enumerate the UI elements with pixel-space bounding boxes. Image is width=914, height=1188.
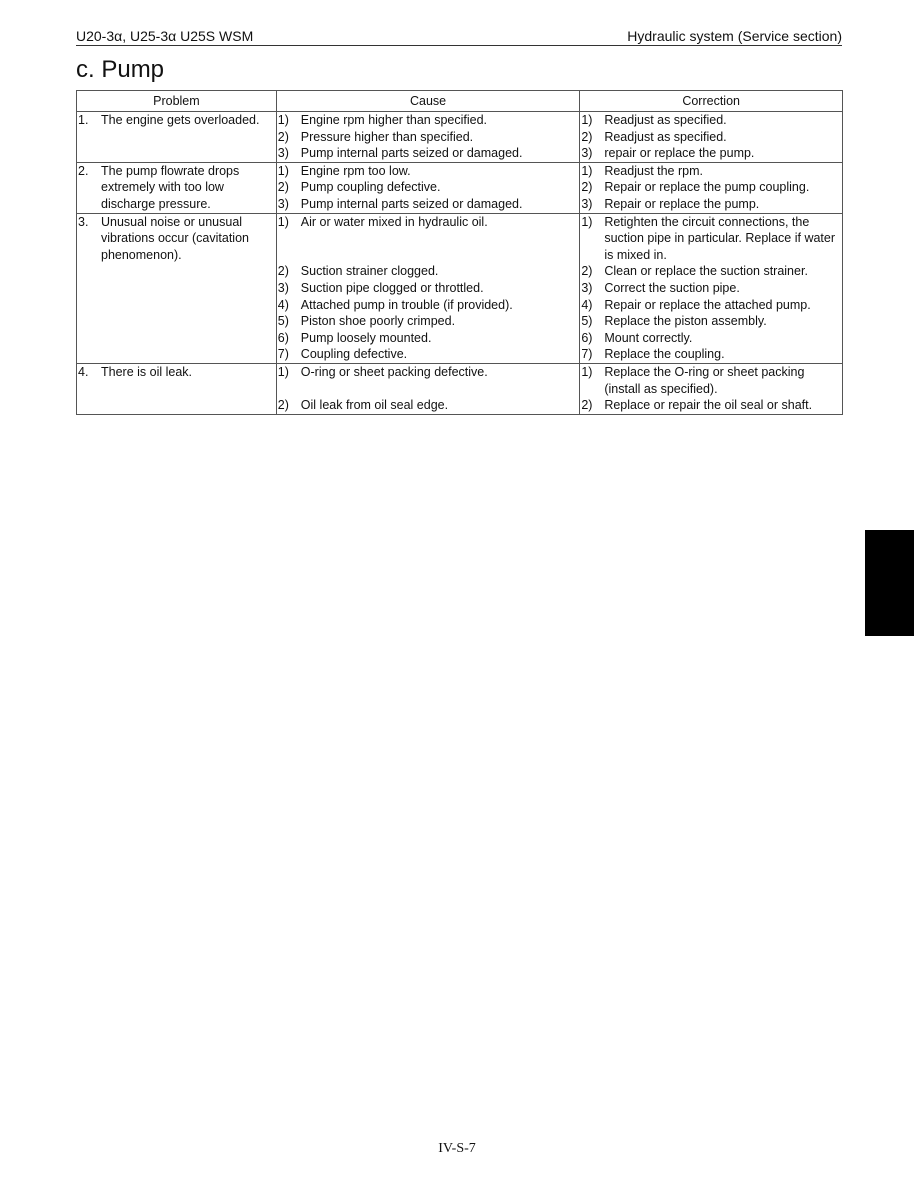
correction-item: 4) Repair or replace the attached pump. [581,297,811,312]
section-thumb-tab [865,530,914,636]
correction-item: 6) Mount correctly. [581,330,693,345]
correction-item: 2) Clean or replace the suction strainer. [581,264,808,279]
cause-item: 3) Pump internal parts seized or damaged. [277,146,523,161]
problem-cell [77,213,277,363]
cause-item: 1) Air or water mixed in hydraulic oil. [277,214,488,229]
correction-item: 1) Readjust as specified. [581,113,727,127]
correction-cell [580,112,843,163]
cause-cell [276,162,580,213]
column-header-correction: Correction [580,91,843,112]
correction-item: 1) Replace the O-ring or sheet packing (install as specified). [581,364,805,396]
cause-item: 7) Coupling defective. [277,347,408,362]
cause-item: 2) Pump coupling defective. [277,180,441,195]
cause-item: 6) Pump loosely mounted. [277,330,432,345]
correction-item: 3) Repair or replace the pump. [581,196,760,211]
correction-cell [580,162,843,213]
cause-cell [276,112,580,163]
cause-item: 4) Attached pump in trouble (if provided). [277,297,513,312]
cause-item: 1) Engine rpm higher than specified. [277,113,488,127]
column-header-cause: Cause [276,91,580,112]
cause-item: 2) Oil leak from oil seal edge. [277,398,449,413]
column-header-problem: Problem [77,91,277,112]
problem-cell [77,162,277,213]
cause-item: 3) Suction pipe clogged or throttled. [277,280,484,295]
correction-item: 2) Replace or repair the oil seal or shaft. [581,398,813,413]
correction-cell [580,363,843,414]
spacer [277,381,580,398]
table-row [77,112,843,163]
table-row [77,213,843,363]
table-header-row [77,91,843,112]
cause-cell [276,363,580,414]
problem-text: The engine gets overloaded. [101,113,260,127]
problem-number: 1. [78,113,89,127]
cause-item: 2) Pressure higher than specified. [277,129,474,144]
problem-number: 4. [78,364,89,379]
correction-cell [580,213,843,363]
correction-item: 2) Readjust as specified. [581,129,727,144]
manual-title: U20-3α, U25-3α U25S WSM [76,28,254,44]
problem-text: There is oil leak. [101,364,193,379]
spacer [277,230,580,263]
cause-item: 3) Pump internal parts seized or damaged. [277,196,523,211]
correction-item: 1) Retighten the circuit connections, the suction pipe in particular. Replace if water is mixed in. [581,214,836,262]
cause-item: 1) O-ring or sheet packing defective. [277,364,488,379]
correction-item: 3) repair or replace the pump. [581,146,755,161]
correction-item: 3) Correct the suction pipe. [581,280,740,295]
problem-number: 2. [78,163,89,178]
problem-cell [77,363,277,414]
page-header [76,27,842,46]
problem-number: 3. [78,214,89,229]
problem-cell [77,112,277,163]
table-row [77,162,843,213]
cause-item: 5) Piston shoe poorly crimped. [277,314,456,329]
page-number: IV-S-7 [438,1141,476,1156]
correction-item: 2) Repair or replace the pump coupling. [581,180,810,195]
troubleshooting-table [76,90,843,415]
cause-item: 1) Engine rpm too low. [277,163,411,178]
correction-item: 1) Readjust the rpm. [581,163,703,178]
problem-text: The pump flowrate drops extremely with too low discharge pressure. [101,163,240,211]
chapter-title: Hydraulic system (Service section) [627,28,842,44]
correction-item: 7) Replace the coupling. [581,347,725,362]
table-row [77,363,843,414]
cause-item: 2) Suction strainer clogged. [277,264,439,279]
correction-item: 5) Replace the piston assembly. [581,314,767,329]
cause-cell [276,213,580,363]
problem-text: Unusual noise or unusual vibrations occur (cavitation phenomenon). [101,214,249,262]
section-title: c. Pump [76,56,165,83]
